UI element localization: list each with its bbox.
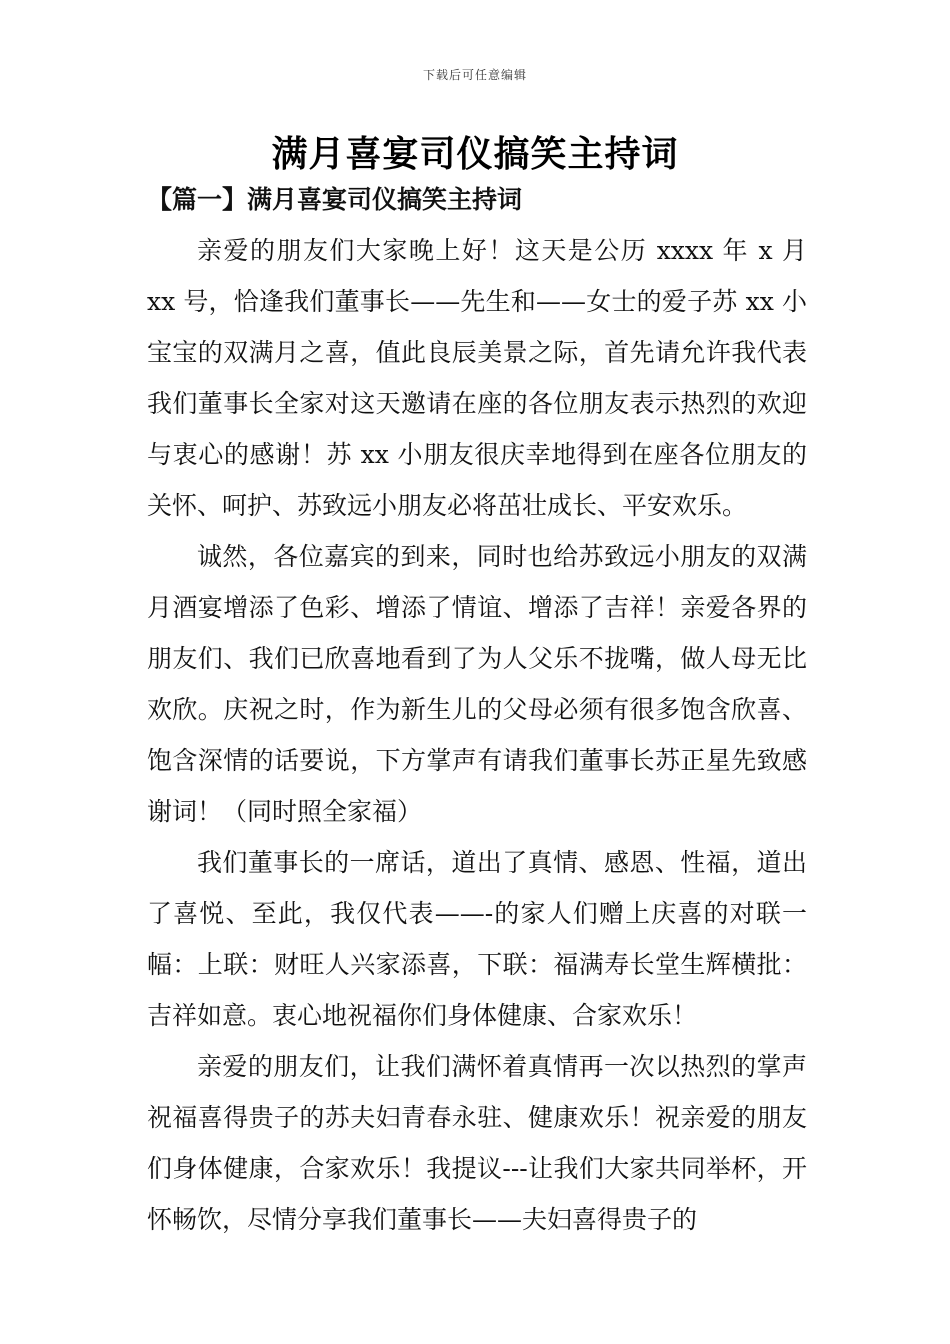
- document-body: [147, 225, 807, 1245]
- paragraph-1: 亲爱的朋友们大家晚上好！这天是公历 xxxx 年 x 月 xx 号，恰逢我们董事长——先生和——女士的爱子苏 xx 小宝宝的双满月之喜，值此良辰美景之际，首先请允许我代表我们董事长全家对这天邀请在座的各位朋友表示热烈的欢迎与衷心的感谢！苏 xx 小朋友很庆幸地得到在座各位朋友的关怀、呵护、苏致远小朋友必将茁壮成长、平安欢乐。: [147, 236, 807, 520]
- paragraph-4: 亲爱的朋友们，让我们满怀着真情再一次以热烈的掌声祝福喜得贵子的苏夫妇青春永驻、健康欢乐！祝亲爱的朋友们身体健康，合家欢乐！我提议---让我们大家共同举杯，开怀畅饮，尽情分享我们董事长——夫妇喜得贵子的: [147, 1052, 807, 1234]
- paragraph-3: 我们董事长的一席话，道出了真情、感恩、性福，道出了喜悦、至此，我仅代表——-的家人们赠上庆喜的对联一幅：上联：财旺人兴家添喜，下联：福满寿长堂生辉横批：吉祥如意。衷心地祝福你们身体健康、合家欢乐！: [147, 848, 807, 1030]
- section-heading: 【篇一】满月喜宴司仪搞笑主持词: [147, 185, 523, 214]
- document-title: 满月喜宴司仪搞笑主持词: [271, 134, 679, 175]
- paragraph-2: 诚然，各位嘉宾的到来，同时也给苏致远小朋友的双满月酒宴增添了色彩、增添了情谊、增添了吉祥！亲爱各界的朋友们、我们已欣喜地看到了为人父乐不拢嘴，做人母无比欢欣。庆祝之时，作为新生儿的父母必须有很多饱含欣喜、饱含深情的话要说，下方掌声有请我们董事长苏正星先致感谢词！（同时照全家福）: [147, 542, 807, 826]
- header-note: 下载后可任意编辑: [422, 68, 527, 82]
